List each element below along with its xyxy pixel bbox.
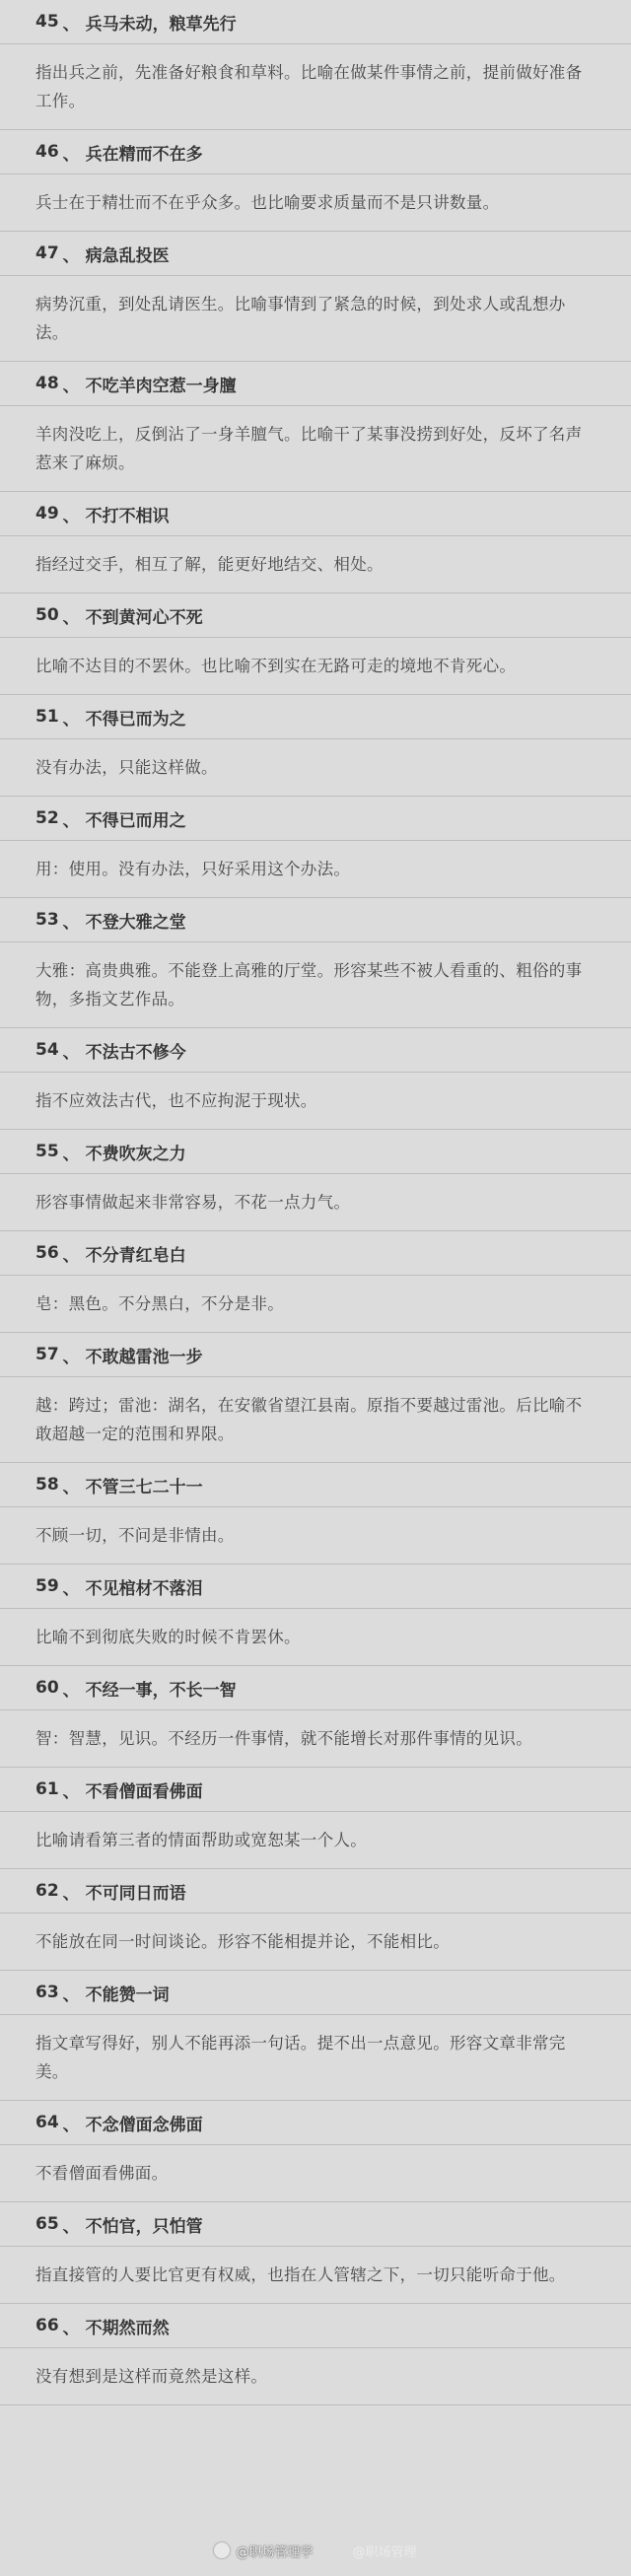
idiom-definition: 皂：黑色。不分黑白，不分是非。 xyxy=(35,1294,284,1313)
idiom-heading xyxy=(0,797,631,840)
idiom-definition: 比喻不达目的不罢休。也比喻不到实在无路可走的境地不肯死心。 xyxy=(35,657,517,675)
watermark-source: @职场管理学 xyxy=(236,2544,314,2560)
number-separator: 、 xyxy=(62,245,80,266)
idiom-entry xyxy=(0,1231,631,1333)
idiom-heading xyxy=(0,0,631,43)
idiom-entry xyxy=(0,130,631,232)
idiom-number: 59 xyxy=(35,1576,59,1596)
idiom-number: 48 xyxy=(35,374,59,393)
idiom-entry xyxy=(0,1028,631,1130)
idiom-entry xyxy=(0,1463,631,1565)
idiom-definition: 病势沉重，到处乱请医生。比喻事情到了紧急的时候，到处求人或乱想办法。 xyxy=(35,295,566,342)
idiom-title: 不到黄河心不死 xyxy=(85,607,203,628)
idiom-number: 51 xyxy=(35,707,59,727)
idiom-title: 不费吹灰之力 xyxy=(85,1144,186,1164)
idiom-number: 63 xyxy=(35,1983,59,2002)
idiom-number: 53 xyxy=(35,910,59,930)
idiom-title: 不管三七二十一 xyxy=(85,1477,203,1497)
idiom-title: 不能赞一词 xyxy=(85,1984,170,2005)
idiom-definition: 指出兵之前，先准备好粮食和草料。比喻在做某件事情之前，提前做好准备工作。 xyxy=(35,63,583,110)
idiom-heading xyxy=(0,232,631,275)
number-separator: 、 xyxy=(62,1883,80,1904)
idiom-number: 47 xyxy=(35,244,59,263)
idiom-number: 46 xyxy=(35,142,59,162)
idiom-number: 60 xyxy=(35,1678,59,1698)
number-separator: 、 xyxy=(62,2318,80,2338)
idiom-entry xyxy=(0,0,631,130)
number-separator: 、 xyxy=(62,14,80,35)
idiom-heading xyxy=(0,898,631,941)
number-separator: 、 xyxy=(62,1984,80,2005)
idiom-entry xyxy=(0,1333,631,1463)
idiom-entry xyxy=(0,1130,631,1231)
idiom-entry xyxy=(0,2202,631,2304)
idiom-definition: 用：使用。没有办法，只好采用这个办法。 xyxy=(35,860,351,878)
idiom-definition: 指不应效法古代，也不应拘泥于现状。 xyxy=(35,1091,317,1110)
idiom-entry xyxy=(0,2101,631,2202)
idiom-heading xyxy=(0,1971,631,2014)
number-separator: 、 xyxy=(62,1144,80,1164)
idiom-number: 57 xyxy=(35,1345,59,1364)
idiom-heading xyxy=(0,1666,631,1709)
idiom-heading xyxy=(0,1028,631,1072)
idiom-definition: 形容事情做起来非常容易，不花一点力气。 xyxy=(35,1193,351,1212)
idiom-heading xyxy=(0,1130,631,1173)
idiom-title: 不念僧面念佛面 xyxy=(85,2115,203,2135)
idiom-entry xyxy=(0,232,631,362)
idiom-heading xyxy=(0,1869,631,1913)
weibo-logo-icon xyxy=(214,2542,230,2558)
idiom-definition: 指经过交手，相互了解，能更好地结交、相处。 xyxy=(35,555,384,574)
idiom-definition: 指直接管的人要比官更有权威，也指在人管辖之下，一切只能听命于他。 xyxy=(35,2265,566,2284)
number-separator: 、 xyxy=(62,912,80,933)
idiom-definition: 比喻请看第三者的情面帮助或宽恕某一个人。 xyxy=(35,1831,367,1849)
idiom-number: 45 xyxy=(35,12,59,32)
idiom-heading xyxy=(0,2304,631,2347)
weibo-watermark xyxy=(214,2541,313,2560)
number-separator: 、 xyxy=(62,1680,80,1701)
idiom-heading xyxy=(0,1231,631,1275)
number-separator: 、 xyxy=(62,810,80,831)
idiom-number: 50 xyxy=(35,605,59,625)
idiom-definition: 不能放在同一时间谈论。形容不能相提并论，不能相比。 xyxy=(35,1932,450,1951)
idiom-definition: 比喻不到彻底失败的时候不肯罢休。 xyxy=(35,1628,301,1646)
idiom-entry xyxy=(0,898,631,1028)
idiom-title: 不得已而为之 xyxy=(85,709,186,730)
number-separator: 、 xyxy=(62,2115,80,2135)
idiom-number: 54 xyxy=(35,1040,59,1060)
idiom-number: 49 xyxy=(35,504,59,523)
idiom-entry xyxy=(0,492,631,593)
idiom-definition: 不顾一切，不问是非情由。 xyxy=(35,1526,235,1545)
idiom-entry xyxy=(0,1565,631,1666)
idiom-entry xyxy=(0,797,631,898)
idiom-heading xyxy=(0,2101,631,2144)
idiom-entry xyxy=(0,1666,631,1768)
idiom-title: 不法古不修今 xyxy=(85,1042,186,1063)
idiom-entry xyxy=(0,2304,631,2405)
idiom-title: 不见棺材不落泪 xyxy=(85,1578,203,1599)
idiom-number: 62 xyxy=(35,1881,59,1901)
idiom-title: 不看僧面看佛面 xyxy=(85,1781,203,1802)
number-separator: 、 xyxy=(62,1781,80,1802)
idiom-definition: 指文章写得好，别人不能再添一句话。提不出一点意见。形容文章非常完美。 xyxy=(35,2034,566,2081)
watermark-handle: @职场管理 xyxy=(352,2544,417,2560)
idiom-title: 不经一事，不长一智 xyxy=(85,1680,237,1701)
number-separator: 、 xyxy=(62,607,80,628)
number-separator: 、 xyxy=(62,376,80,396)
idiom-entry xyxy=(0,1971,631,2101)
idiom-title: 不分青红皂白 xyxy=(85,1245,186,1266)
idiom-heading xyxy=(0,1565,631,1608)
idiom-title: 不打不相识 xyxy=(85,506,170,526)
idiom-title: 不得已而用之 xyxy=(85,810,186,831)
number-separator: 、 xyxy=(62,1477,80,1497)
idiom-number: 65 xyxy=(35,2214,59,2234)
number-separator: 、 xyxy=(62,506,80,526)
watermark-footer xyxy=(0,2525,631,2576)
idiom-number: 56 xyxy=(35,1243,59,1263)
number-separator: 、 xyxy=(62,709,80,730)
idiom-number: 58 xyxy=(35,1475,59,1495)
number-separator: 、 xyxy=(62,144,80,165)
idiom-heading xyxy=(0,362,631,405)
idiom-number: 66 xyxy=(35,2316,59,2335)
idiom-number: 61 xyxy=(35,1779,59,1799)
idiom-definition: 大雅：高贵典雅。不能登上高雅的厅堂。形容某些不被人看重的、粗俗的事物，多指文艺作品。 xyxy=(35,961,583,1009)
number-separator: 、 xyxy=(62,1042,80,1063)
idiom-title: 不敢越雷池一步 xyxy=(85,1347,203,1367)
idiom-heading xyxy=(0,130,631,174)
idiom-definition: 没有想到是这样而竟然是这样。 xyxy=(35,2367,268,2386)
idiom-title: 不可同日而语 xyxy=(85,1883,186,1904)
idiom-title: 不期然而然 xyxy=(85,2318,170,2338)
idiom-definition: 智：智慧，见识。不经历一件事情，就不能增长对那件事情的见识。 xyxy=(35,1729,532,1748)
divider xyxy=(0,2404,631,2405)
idiom-title: 不登大雅之堂 xyxy=(85,912,186,933)
idiom-definition: 兵士在于精壮而不在乎众多。也比喻要求质量而不是只讲数量。 xyxy=(35,193,500,212)
idiom-entry xyxy=(0,1768,631,1869)
idiom-title: 病急乱投医 xyxy=(85,245,170,266)
idiom-heading xyxy=(0,2202,631,2246)
idiom-heading xyxy=(0,1768,631,1811)
number-separator: 、 xyxy=(62,1347,80,1367)
number-separator: 、 xyxy=(62,1578,80,1599)
idiom-title: 兵在精而不在多 xyxy=(85,144,203,165)
idiom-entry xyxy=(0,362,631,492)
idiom-heading xyxy=(0,1333,631,1376)
number-separator: 、 xyxy=(62,1245,80,1266)
idiom-number: 55 xyxy=(35,1142,59,1161)
idiom-title: 不吃羊肉空惹一身膻 xyxy=(85,376,237,396)
idiom-heading xyxy=(0,695,631,738)
idiom-entry xyxy=(0,593,631,695)
idiom-entry xyxy=(0,1869,631,1971)
idiom-definition: 羊肉没吃上，反倒沾了一身羊膻气。比喻干了某事没捞到好处，反坏了名声惹来了麻烦。 xyxy=(35,425,583,472)
idiom-entry xyxy=(0,695,631,797)
idiom-definition: 越：跨过；雷池：湖名，在安徽省望江县南。原指不要越过雷池。后比喻不敢超越一定的范围和界限。 xyxy=(35,1396,583,1443)
idiom-heading xyxy=(0,492,631,535)
idiom-definition: 不看僧面看佛面。 xyxy=(35,2164,169,2183)
idiom-title: 兵马未动，粮草先行 xyxy=(85,14,237,35)
number-separator: 、 xyxy=(62,2216,80,2237)
idiom-number: 64 xyxy=(35,2113,59,2132)
idiom-heading xyxy=(0,1463,631,1506)
idiom-number: 52 xyxy=(35,808,59,828)
idiom-definition: 没有办法，只能这样做。 xyxy=(35,758,218,777)
idiom-heading xyxy=(0,593,631,637)
idiom-title: 不怕官，只怕管 xyxy=(85,2216,203,2237)
